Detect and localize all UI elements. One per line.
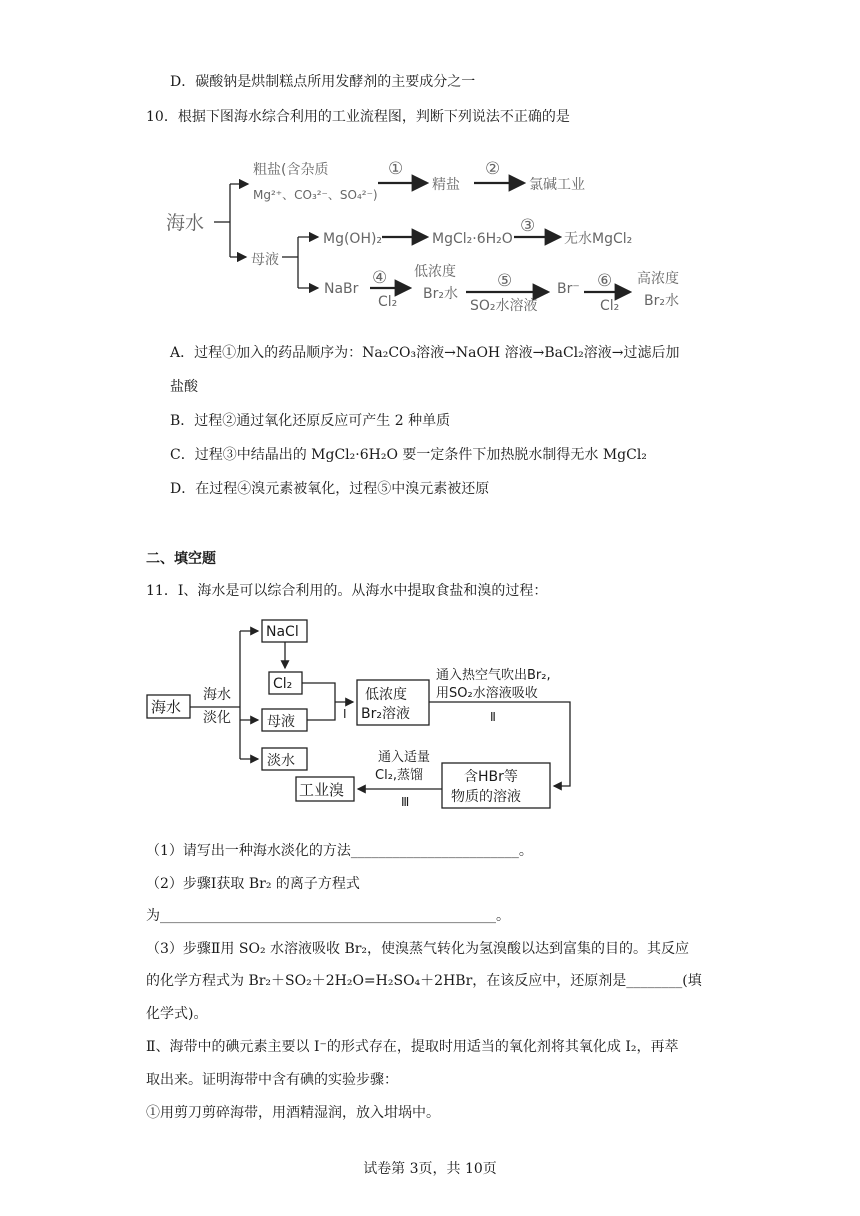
q11-seawater: 海水: [151, 698, 182, 716]
q11-industrial-br: 工业溴: [299, 781, 345, 799]
q10-anhydrous: 无水MgCl₂: [564, 231, 633, 247]
q10-option-b: B．过程②通过氧化还原反应可产生 2 种单质: [170, 413, 451, 429]
q11-low-2: Br₂溶液: [361, 706, 410, 722]
q10-option-c: C．过程③中结晶出的 MgCl₂·6H₂O 要一定条件下加热脱水制得无水 MgCl₂: [170, 447, 647, 463]
page-footer: 试卷第 3页，共 10页: [363, 1161, 497, 1177]
q10-br-minus: Br⁻: [557, 281, 580, 297]
q10-step3: ③: [520, 216, 536, 236]
q11-nacl: NaCl: [266, 624, 299, 640]
q10-option-d: D．在过程④溴元素被氧化，过程⑤中溴元素被还原: [170, 481, 490, 497]
q10-step2: ②: [485, 159, 501, 179]
q11-sub3-cont1: 的化学方程式为 Br₂＋SO₂＋2H₂O=H₂SO₄＋2HBr，在该反应中，还原剂是________(填: [146, 973, 702, 989]
q11-sub3: （3）步骤Ⅱ用 SO₂ 水溶液吸收 Br₂，使溴蒸气转化为氢溴酸以达到富集的目的。其反应: [146, 941, 690, 957]
q11-sub2-cont: 为________________________________________________。: [146, 908, 510, 924]
q10-option-a-cont: 盐酸: [170, 379, 198, 395]
q10-nabr: NaBr: [324, 281, 359, 297]
q11-desal-1: 海水: [203, 687, 231, 703]
q10-crude-salt: 粗盐(含杂质: [253, 162, 329, 178]
q10-low-conc-1: 低浓度: [414, 264, 456, 280]
section-title: 二、填空题: [146, 551, 216, 567]
q11-step-iii: Ⅲ: [401, 795, 410, 809]
q10-mother-liquor: 母液: [251, 252, 279, 268]
q11-step-i: Ⅰ: [343, 707, 347, 721]
q10-mgcl2-hydrate: MgCl₂·6H₂O: [432, 231, 513, 247]
q11-note2-1: 通入热空气吹出Br₂,: [436, 668, 551, 683]
q11-low-1: 低浓度: [365, 687, 407, 703]
q10-low-conc-2: Br₂水: [423, 286, 458, 302]
q10-seawater: 海水: [166, 212, 205, 234]
q10-refined-salt: 精盐: [432, 177, 460, 193]
q10-option-a: A．过程①加入的药品顺序为：Na₂CO₃溶液→NaOH 溶液→BaCl₂溶液→过滤后加: [170, 345, 680, 361]
q10-mgoh2: Mg(OH)₂: [323, 231, 383, 247]
q10-so2-solution: SO₂水溶液: [470, 298, 538, 314]
q10-chlor-alkali: 氯碱工业: [529, 177, 585, 193]
q11-note3-1: 通入适量: [378, 750, 431, 765]
q11-step-1: ①用剪刀剪碎海带，用酒精湿润，放入坩埚中。: [146, 1105, 440, 1121]
q10-step1: ①: [388, 159, 404, 179]
q11-hbr-2: 物质的溶液: [451, 789, 521, 805]
q10-stem: 10．根据下图海水综合利用的工业流程图，判断下列说法不正确的是: [146, 109, 570, 125]
q11-fresh: 淡水: [267, 753, 295, 769]
q11-note3-2: Cl₂,蒸馏: [375, 768, 424, 783]
q11-sub1: （1）请写出一种海水淡化的方法________________________。: [146, 843, 533, 859]
q10-high-conc-2: Br₂水: [644, 293, 679, 309]
q10-cl2-b: Cl₂: [600, 298, 620, 314]
q11-mother: 母液: [267, 714, 295, 730]
q11-note2-2: 用SO₂水溶液吸收: [436, 686, 538, 701]
q11-stem: 11．Ⅰ、海水是可以综合利用的。从海水中提取食盐和溴的过程：: [146, 583, 548, 599]
q10-high-conc-1: 高浓度: [637, 271, 679, 287]
q11-part2-cont: 取出来。证明海带中含有碘的实验步骤：: [146, 1072, 398, 1088]
q11-cl2: Cl₂: [273, 676, 293, 692]
q9-option-d: D．碳酸钠是烘制糕点所用发酵剂的主要成分之一: [170, 74, 476, 90]
q10-step4: ④: [372, 268, 388, 288]
q10-cl2-a: Cl₂: [378, 294, 398, 310]
q10-step6: ⑥: [597, 271, 613, 291]
q10-impurities: Mg²⁺、CO₃²⁻、SO₄²⁻): [253, 188, 378, 202]
q11-step-ii: Ⅱ: [490, 710, 496, 724]
q11-part2: Ⅱ、海带中的碘元素主要以 I⁻的形式存在，提取时用适当的氧化剂将其氧化成 I₂，再萃: [146, 1039, 679, 1055]
q11-desal-2: 淡化: [203, 710, 231, 726]
q11-sub3-cont2: 化学式)。: [146, 1006, 208, 1022]
q10-step5: ⑤: [497, 271, 513, 291]
q11-hbr-1: 含HBr等: [464, 769, 518, 785]
q11-sub2: （2）步骤Ⅰ获取 Br₂ 的离子方程式: [146, 876, 360, 892]
